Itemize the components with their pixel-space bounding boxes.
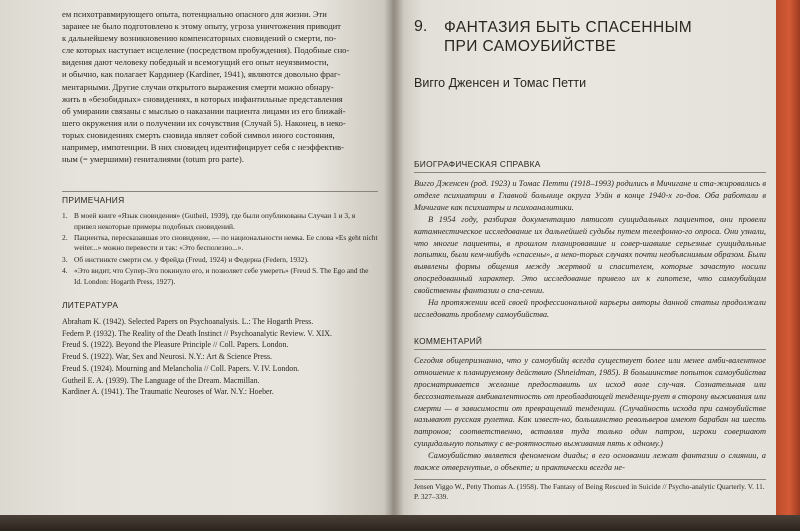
literature-list [62,316,378,397]
note-text: Об инстинкте смерти см. у Фрейда (Freud, 1924) и Федерна (Federn, 1932). [74,254,309,264]
intro-line: заранее не было подготовлено к этому опыту, угроза уничтожения приводит [62,21,341,32]
intro-line: ментарными. Другие случаи открытого выражения смерти можно обнару- [62,81,334,92]
literature-item: Abraham K. (1942). Selected Papers on Psychoanalysis. L.: The Hogarth Press. [62,317,314,327]
chapter-number: 9. [414,18,428,35]
intro-line: сле которых наступает исцеление (посредством пробуждения). Подобные сно- [62,45,350,56]
intro-line: торых сновидениях смерть сновида являет собой символ иного состояния, [62,129,335,140]
intro-line: и обычно, как полагает Кардинер (Kardiner, 1941), являются довольно фраг- [62,69,341,80]
notes-heading: ПРИМЕЧАНИЯ [62,191,378,205]
book-cover-edge [774,0,800,531]
note-item [62,233,378,254]
note-number: 3. [62,254,68,264]
literature-item: Freud S. (1922). Beyond the Pleasure Principle // Coll. Papers. London. [62,340,289,350]
intro-line: шего окружения или о получении их сочувствия (Случай 5). Наконец, в неко- [62,117,346,128]
bottom-shadow [0,515,800,531]
bio-paragraph: На протяжении всей своей профессиональной карьеры авторы данной статьи продолжали исследовать проблему самоубийства. [414,298,766,319]
chapter-header [414,18,766,56]
notes-list [62,211,378,287]
literature-item: Federn P. (1932). The Reality of the Death Instinct // Psychoanalytic Review. V. XIX. [62,328,332,338]
chapter-authors: Вигго Дженсен и Томас Петти [414,76,587,90]
bio-heading: БИОГРАФИЧЕСКАЯ СПРАВКА [414,156,766,173]
intro-text [62,8,378,165]
comment-heading: КОММЕНТАРИЙ [414,333,766,350]
intro-line: ным (= умершими) гениталиями (totum pro parte). [62,154,244,165]
note-text: «Это видит, что Супер-Эго покинуло его, и позволяет себе умереть» (Freud S. The Ego and the Id. London: Hogarth Press, 1927). [74,266,369,286]
left-page [0,0,392,520]
intro-line: жить в «безобидных» сновидениях, в которых инфантильные представления [62,93,343,104]
comment-paragraph: Сегодня общепризнанно, что у самоубийц всегда существует более или менее амби-валентное отношение к планируемому действию (Shneidman, 1985). В большинстве попыток самоубийства просматривается желание предоставить их исход воле слу-чая. Сознательная или бессознательная амбивалентность от преобладающей тенденци-рует в сторону выживания или смерти — в зависимости от превращений тенденции. (Случайность исхода при самоубийстве называют русская рулетка. Как извест-но, большинство револьверов имеют барабан на шесть патронов; соответственно, вставляя туда только один патрон, игроки совершают суицидальную попытку с ве-роятностью выживания пять к одному.) [414,355,766,449]
bio-paragraph: В 1954 году, разбирая документацию пятисот суицидальных пациентов, они провели катамнестическое исследование их дальнейшей судьбы путем телефонно-го опроса. Они узнали, что многие пациенты, в прошлом планировавшие и совер-шавшие серьезные суицидальные попытки, были кем-нибудь «спасены», а неко-торых случаях почти необъяснимым образом. Были выявлены формы общения между жертвой и спасителем, которые зачастую носили опосредованный характер. Это исследование привело их к гипотезе, что самоубийцам свойственны фантазии о спа-сении. [414,214,766,296]
intro-line: видения дают человеку победный и всемогущий его опыт неуязвимости, [62,57,329,68]
note-item [62,266,378,287]
comment-paragraph: Самоубийство является феноменом диады; в его основании лежат фантазии о слиянии, а также отвергнутые, о объекте; и практически всегда не- [414,451,766,473]
note-number: 1. [62,211,68,221]
chapter-title-line: ФАНТАЗИЯ БЫТЬ СПАСЕННЫМ [444,19,693,36]
book-gutter [384,0,404,520]
literature-item: Gutheil E. A. (1939). The Language of the Dream. Macmillan. [62,375,260,385]
literature-heading: ЛИТЕРАТУРА [62,300,119,311]
note-number: 2. [62,233,68,243]
intro-line: к дальнейшему возникновению компенсаторных сновидений о смерти, по- [62,33,337,44]
note-number: 4. [62,266,68,276]
literature-item: Kardiner A. (1941). The Traumatic Neuroses of War. N.Y.: Hoeber. [62,387,274,397]
note-item [62,255,378,265]
note-text: Пациентка, пересказавшая это сновидение, — по национальности немка. Ее слова «Es geht nicht weiter...» можно перевести и так: «Это бесполезно...». [74,233,378,253]
bio-text [414,178,766,321]
bio-paragraph: Вигго Дженсен (род. 1923) и Томас Петти (1918–1993) родились в Мичигане и ста-жировались в отделе психиатрии в Главной больнице округа Уэйн в конце 1940-х го-дов. Оба работали в Мичигане как психиатры и психоаналитики. [414,179,766,212]
note-text: В моей книге «Язык сновидения» (Gutheil, 1939), где были опубликованы Случаи 1 и 3, я привел некоторые примеры подобных сновидений. [74,211,356,231]
chapter-title [444,18,692,56]
comment-text [414,355,766,474]
literature-item: Freud S. (1924). Mourning and Melancholia // Coll. Papers. V. IV. London. [62,363,300,373]
right-page [392,0,776,520]
note-item [62,211,378,232]
literature-item: Freud S. (1922). War, Sex and Neurosi. N.Y.: Art & Science Press. [62,352,273,362]
intro-line: об умирании связаны с мыслью о наказании пациента лицами из его ближай- [62,105,346,116]
intro-line: ем психотравмирующего опыта, потенциально опасного для жизни. Эти [62,9,327,19]
footnote: Jensen Viggo W., Petty Thomas A. (1958). The Fantasy of Being Rescued in Suicide // Psycho-analytic Quarterly. V. 11. P. 327–339. [414,479,766,502]
intro-line: например, импотенции. В них сновидец идентифицирует себя с неэффектив- [62,142,344,153]
chapter-title-line: ПРИ САМОУБИЙСТВЕ [444,38,617,55]
